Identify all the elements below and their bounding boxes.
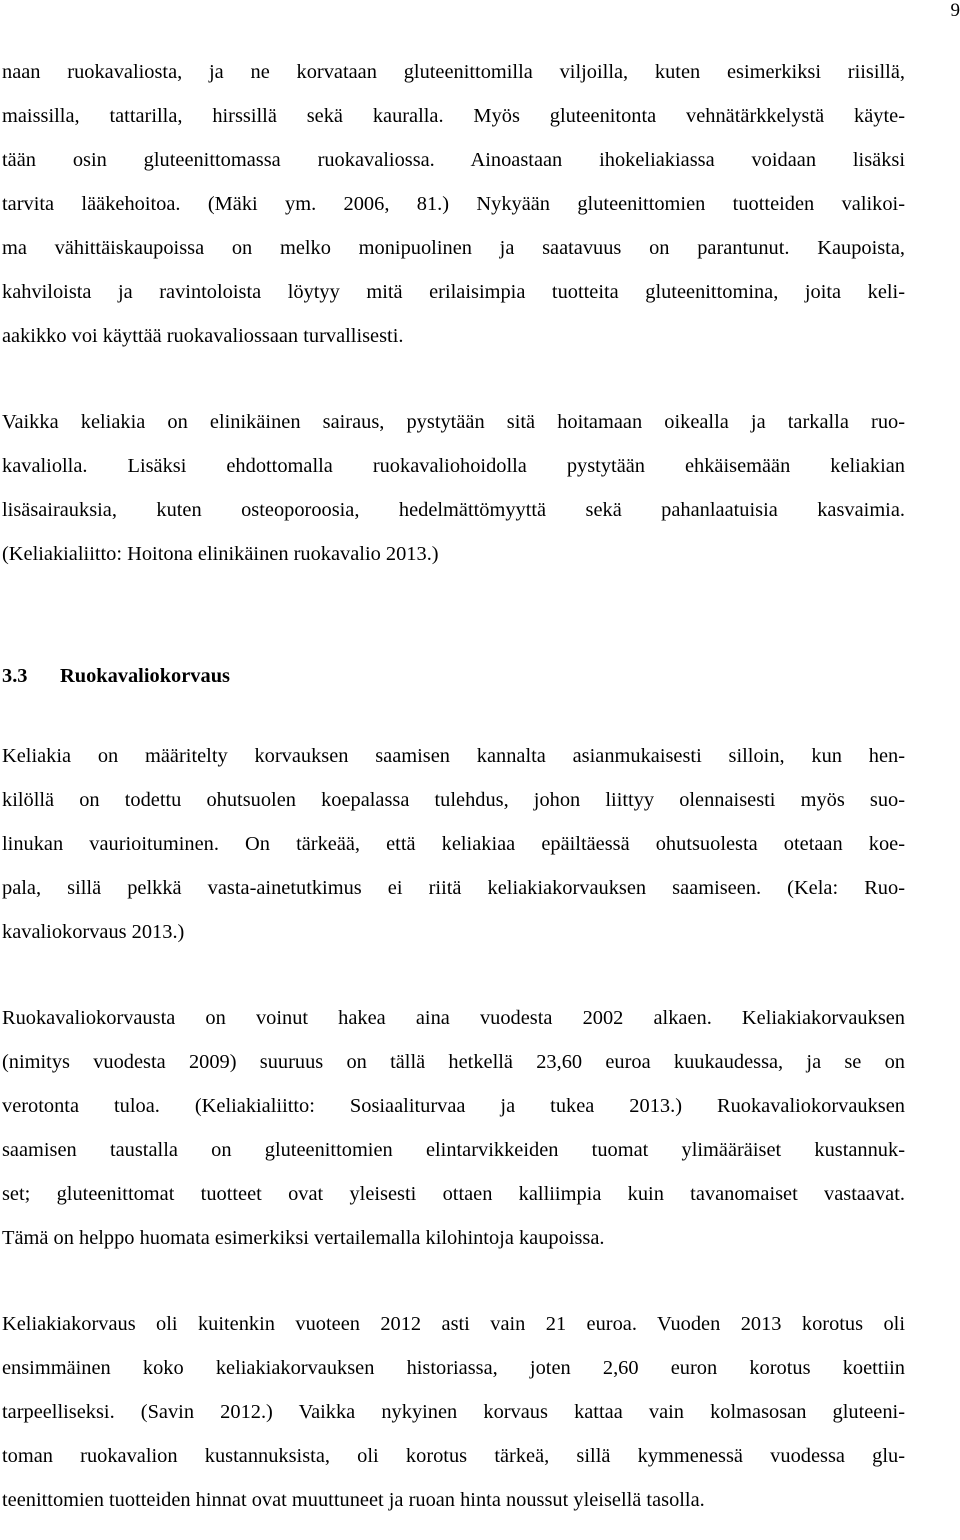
text-line: teenittomien tuotteiden hinnat ovat muuttuneet ja ruoan hinta noussut yleisellä tasolla. xyxy=(2,1489,705,1511)
text-line: ensimmäinen koko keliakiakorvauksen historiassa, joten 2,60 euron korotus koettiin xyxy=(2,1357,905,1379)
paragraph-3 xyxy=(2,734,905,954)
text-line: Ruokavaliokorvausta on voinut hakea aina vuodesta 2002 alkaen. Keliakiakorvauksen xyxy=(2,1007,905,1029)
text-line: Vaikka keliakia on elinikäinen sairaus, pystytään sitä hoitamaan oikealla ja tarkalla ruo- xyxy=(2,411,905,433)
text-line: lisäsairauksia, kuten osteoporoosia, hedelmättömyyttä sekä pahanlaatuisia kasvaimia. xyxy=(2,499,905,521)
text-line: tarvita lääkehoitoa. (Mäki ym. 2006, 81.) Nykyään gluteenittomien tuotteiden valikoi- xyxy=(2,193,905,215)
text-line: kahviloista ja ravintoloista löytyy mitä erilaisimpia tuotteita gluteenittomina, joita keli- xyxy=(2,281,905,303)
heading-gap xyxy=(2,698,905,734)
text-line: pala, sillä pelkkä vasta-ainetutkimus ei riitä keliakiakorvauksen saamiseen. (Kela: Ruo- xyxy=(2,877,905,899)
section-heading xyxy=(2,654,905,698)
text-line: aakikko voi käyttää ruokavaliossaan turvallisesti. xyxy=(2,325,404,347)
text-line: set; gluteenittomat tuotteet ovat yleisesti ottaen kalliimpia kuin tavanomaiset vastaavat. xyxy=(2,1183,905,1205)
page-number: 9 xyxy=(950,0,960,21)
paragraph-4 xyxy=(2,996,905,1260)
paragraph-gap xyxy=(2,1260,905,1302)
text-line: (Keliakialiitto: Hoitona elinikäinen ruokavalio 2013.) xyxy=(2,543,439,565)
heading-gap xyxy=(2,576,905,654)
text-line: naan ruokavaliosta, ja ne korvataan gluteenittomilla viljoilla, kuten esimerkiksi riisillä, xyxy=(2,61,905,83)
text-line: Tämä on helppo huomata esimerkiksi vertailemalla kilohintoja kaupoissa. xyxy=(2,1227,605,1249)
paragraph-1 xyxy=(2,50,905,358)
text-line: saamisen taustalla on gluteenittomien elintarvikkeiden tuomat ylimääräiset kustannuk- xyxy=(2,1139,905,1161)
document-body xyxy=(2,50,905,1522)
section-title: Ruokavaliokorvaus xyxy=(60,665,230,687)
text-line: kavaliokorvaus 2013.) xyxy=(2,921,185,943)
text-line: maissilla, tattarilla, hirssillä sekä kauralla. Myös gluteenitonta vehnätärkkelystä käyte- xyxy=(2,105,905,127)
text-line: tään osin gluteenittomassa ruokavaliossa. Ainoastaan ihokeliakiassa voidaan lisäksi xyxy=(2,149,905,171)
text-line: tarpeelliseksi. (Savin 2012.) Vaikka nykyinen korvaus kattaa vain kolmasosan gluteeni- xyxy=(2,1401,905,1423)
paragraph-5 xyxy=(2,1302,905,1522)
paragraph-2 xyxy=(2,400,905,576)
text-line: kavaliolla. Lisäksi ehdottomalla ruokavaliohoidolla pystytään ehkäisemään keliakian xyxy=(2,455,905,477)
text-line: Keliakia on määritelty korvauksen saamisen kannalta asianmukaisesti silloin, kun hen- xyxy=(2,745,905,767)
text-line: ma vähittäiskaupoissa on melko monipuolinen ja saatavuus on parantunut. Kaupoista, xyxy=(2,237,905,259)
section-number: 3.3 xyxy=(2,665,28,687)
text-line: verotonta tuloa. (Keliakialiitto: Sosiaaliturvaa ja tukea 2013.) Ruokavaliokorvauksen xyxy=(2,1095,905,1117)
paragraph-gap xyxy=(2,954,905,996)
text-line: kilöllä on todettu ohutsuolen koepalassa tulehdus, johon liittyy olennaisesti myös suo- xyxy=(2,789,905,811)
paragraph-gap xyxy=(2,358,905,400)
text-line: Keliakiakorvaus oli kuitenkin vuoteen 2012 asti vain 21 euroa. Vuoden 2013 korotus oli xyxy=(2,1313,905,1335)
text-line: (nimitys vuodesta 2009) suuruus on tällä hetkellä 23,60 euroa kuukaudessa, ja se on xyxy=(2,1051,905,1073)
text-line: linukan vaurioituminen. On tärkeää, että keliakiaa epäiltäessä ohutsuolesta otetaan koe- xyxy=(2,833,905,855)
text-line: toman ruokavalion kustannuksista, oli korotus tärkeä, sillä kymmenessä vuodessa glu- xyxy=(2,1445,905,1467)
